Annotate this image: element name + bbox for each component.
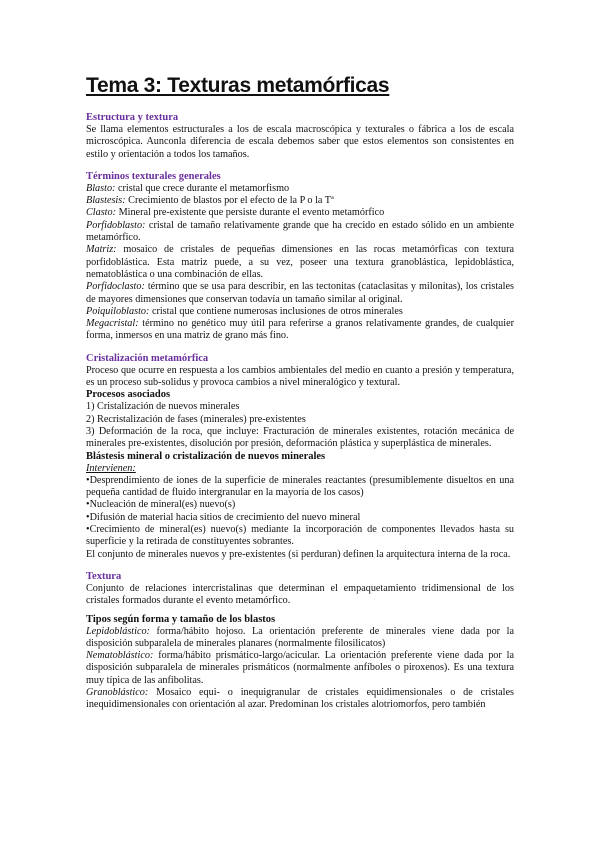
subheading-procesos: Procesos asociados <box>86 389 171 401</box>
list-item: 3) Deformación de la roca, que incluye: Fracturación de minerales existentes, rotación mecánica de minerales pre-existentes, disolución por presión, deformación plástica y superplástica de minerales. <box>86 425 514 450</box>
term-item: Megacristal: término no genético muy útil para referirse a granos relativamente grandes, de cualquier forma, inmersos en una matriz de grano más fino. <box>86 318 514 342</box>
document-page <box>86 74 514 712</box>
paragraph-conjunto: El conjunto de minerales nuevos y pre-existentes (si perduran) definen la arquitectura interna de la roca. <box>86 548 511 560</box>
term-item: Porfidoblasto: cristal de tamaño relativamente grande que ha crecido en estado sólido en un ambiente metamórfico. <box>86 219 514 244</box>
list-item: 1) Cristalización de nuevos minerales <box>86 401 240 413</box>
term-item: Porfidoclasto: término que se usa para describir, en las tectonitas (cataclasitas y milonitas), los cristales de mayores dimensiones que conservan todavía un tamaño similar al original. <box>86 281 514 305</box>
term-item: Granoblástico: Mosaico equi- o inequigranular de cristales equidimensionales o de cristales inequidimensionales con orientación al azar. Predominan los cristales alotriomorfos, pero también <box>86 686 514 711</box>
paragraph-cristalizacion: Proceso que ocurre en respuesta a los cambios ambientales del medio en cuanto a presión y temperatura, es un proceso sub-solidus y provoca cambios a nivel mineralógico y textural. <box>86 364 514 389</box>
term-item: Blasto: cristal que crece durante el metamorfismo <box>86 182 290 194</box>
section-heading-textura: Textura <box>86 570 122 582</box>
term-item: Matriz: mosaico de cristales de pequeñas dimensiones en las rocas metamórficas con textura porfidoblástica. Esta matriz puede, a su vez, poseer una textura granoblástica, lepidoblástica, nematoblástica o una combinación de ellas. <box>86 244 514 280</box>
list-item: • Crecimiento de mineral(es) nuevo(s) mediante la incorporación de componentes llevados hasta su superficie y la retirada de constituyentes sobrantes. <box>86 524 514 549</box>
term-item: Lepidoblástico: forma/hábito hojoso. La orientación preferente de minerales viene dada por la disposición subparalela de minerales planares (normalmente filosilicatos) <box>86 625 514 649</box>
section-heading-estructura: Estructura y textura <box>86 112 179 123</box>
subheading-tipos: Tipos según forma y tamaño de los blastos <box>86 613 276 625</box>
list-item: • Desprendimiento de iones de la superficie de minerales reactantes (presumiblemente disueltos en una pequeña cantidad de fluido intergranular en la mayoría de los casos) <box>86 475 514 500</box>
list-item: 2) Recristalización de fases (minerales) pre-existentes <box>86 413 306 425</box>
list-item: • Difusión de material hacia sitios de crecimiento del nuevo mineral <box>86 512 514 524</box>
intervienen-list <box>86 475 514 549</box>
paragraph-textura: Conjunto de relaciones intercristalinas que determinan el empaquetamiento tridimensional de los cristales formados durante el evento metamórfico. <box>86 582 514 607</box>
term-item: Blastesis: Crecimiento de blastos por el efecto de la P o la Tª <box>86 195 334 207</box>
paragraph-estructura: Se llama elementos estructurales a los de escala macroscópica y texturales o fábrica a los de escala microscópica. Aunconla diferencia de escala debemos saber que estos elementos son consistentes en estilo y orientación a todos los tamaños. <box>86 124 514 160</box>
term-item: Clasto: Mineral pre-existente que persiste durante el evento metamórfico <box>86 207 385 219</box>
section-heading-cristalizacion: Cristalización metamórfica <box>86 352 209 364</box>
subheading-blastesis: Blástesis mineral o cristalización de nuevos minerales <box>86 450 326 462</box>
term-item: Poiquiloblasto: cristal que contiene numerosas inclusiones de otros minerales <box>86 305 403 317</box>
list-item: • Nucleación de mineral(es) nuevo(s) <box>86 499 514 511</box>
label-intervienen: Intervienen: <box>86 462 136 474</box>
term-item: Nematoblástico: forma/hábito prismático-largo/acicular. La orientación preferente viene dada por la disposición subparalela de minerales prismáticos (normalmente anfíboles o piroxenos). Es una textura muy típica de las anfibolitas. <box>86 650 514 686</box>
section-heading-terminos: Términos texturales generales <box>86 170 221 182</box>
page-title: Tema 3: Texturas metamórficas <box>86 74 390 97</box>
procesos-list <box>86 401 514 450</box>
